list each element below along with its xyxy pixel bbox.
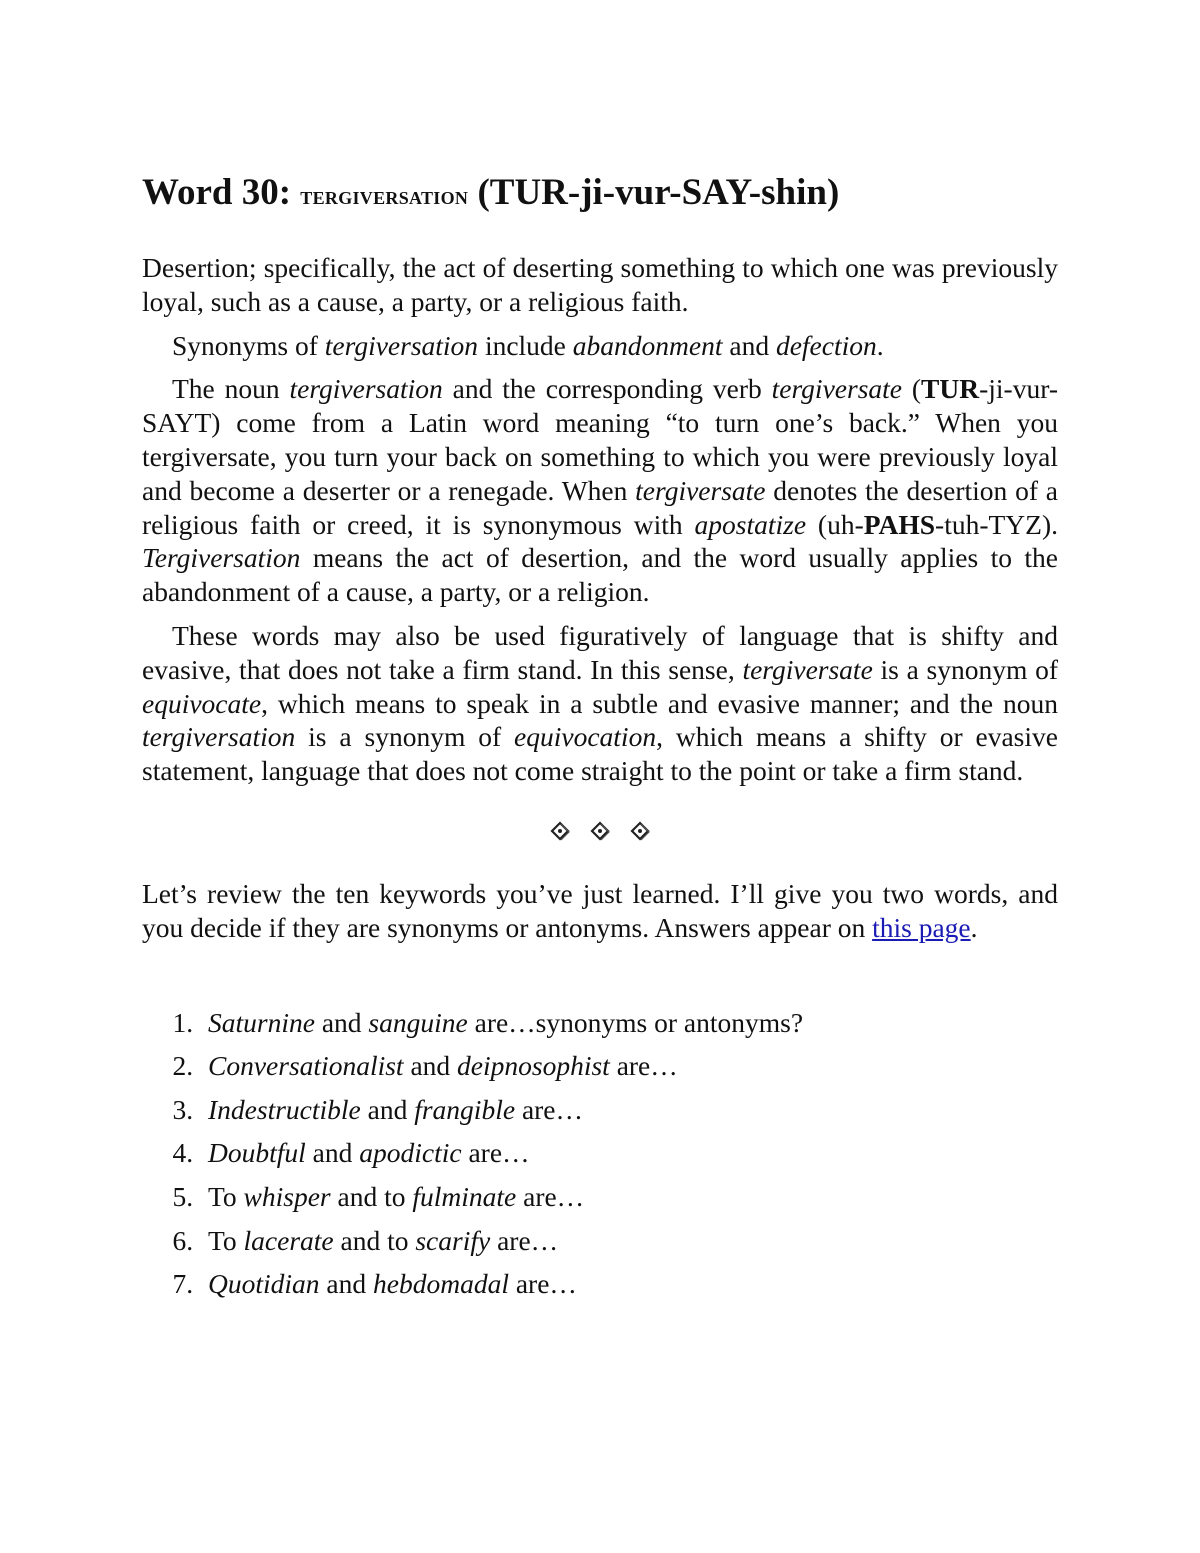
review-intro: Let’s review the ten keywords you’ve just learned. I’ll give you two words, and you decide if they are synonyms or antonyms. Answers appear on this page. — [142, 877, 1058, 943]
figurative-paragraph: These words may also be used figuratively of language that is shifty and evasive, that does not take a firm stand. In this sense, tergiversate is a synonym of equivocate, which means to speak in a subtle and evasive manner; and the noun tergiversation is a synonym of equivocation, which means a shifty or evasive statement, language that does not come straight to the point or take a firm stand. — [142, 619, 1058, 787]
document-page — [142, 170, 1058, 1306]
section-divider — [142, 820, 1058, 844]
definition-paragraph: Desertion; specifically, the act of deserting something to which one was previously loyal, such as a cause, a party, or a religious faith. — [142, 252, 1058, 317]
quiz-item: 4. Doubtful and apodictic are… — [200, 1131, 1058, 1175]
quiz-item: 2. Conversationalist and deipnosophist are… — [200, 1044, 1058, 1088]
heading-pronunciation: (TUR-ji-vur-SAY-shin) — [468, 172, 840, 213]
heading-prefix: Word 30: — [142, 172, 301, 213]
quiz-item: 5. To whisper and to fulminate are… — [200, 1175, 1058, 1219]
heading-word: TERGIVERSATION — [300, 188, 469, 208]
quiz-item: 7. Quotidian and hebdomadal are… — [200, 1262, 1058, 1306]
quiz-item: 1. Saturnine and sanguine are…synonyms or antonyms? — [200, 1001, 1058, 1045]
diamond-ornament-icon — [549, 820, 571, 842]
quiz-item: 6. To lacerate and to scarify are… — [200, 1219, 1058, 1263]
quiz-list — [142, 1001, 1058, 1306]
answers-link[interactable]: this page — [872, 911, 971, 943]
etymology-paragraph: The noun tergiversation and the corresponding verb tergiversate (TUR-ji-vur-SAYT) come from a Latin word meaning “to turn one’s back.” When you tergiversate, you turn your back on something to which you were previously loyal and become a deserter or a renegade. When tergiversate denotes the desertion of a religious faith or creed, it is synonymous with apostatize (uh-PAHS-tuh-TYZ). Tergiversation means the act of desertion, and the word usually applies to the abandonment of a cause, a party, or a religion. — [142, 373, 1058, 608]
quiz-item: 3. Indestructible and frangible are… — [200, 1088, 1058, 1132]
diamond-ornament-icon — [589, 820, 611, 842]
synonyms-paragraph: Synonyms of tergiversation include abandonment and defection. — [172, 329, 884, 361]
diamond-ornament-icon — [629, 820, 651, 842]
word-heading — [142, 170, 1058, 221]
